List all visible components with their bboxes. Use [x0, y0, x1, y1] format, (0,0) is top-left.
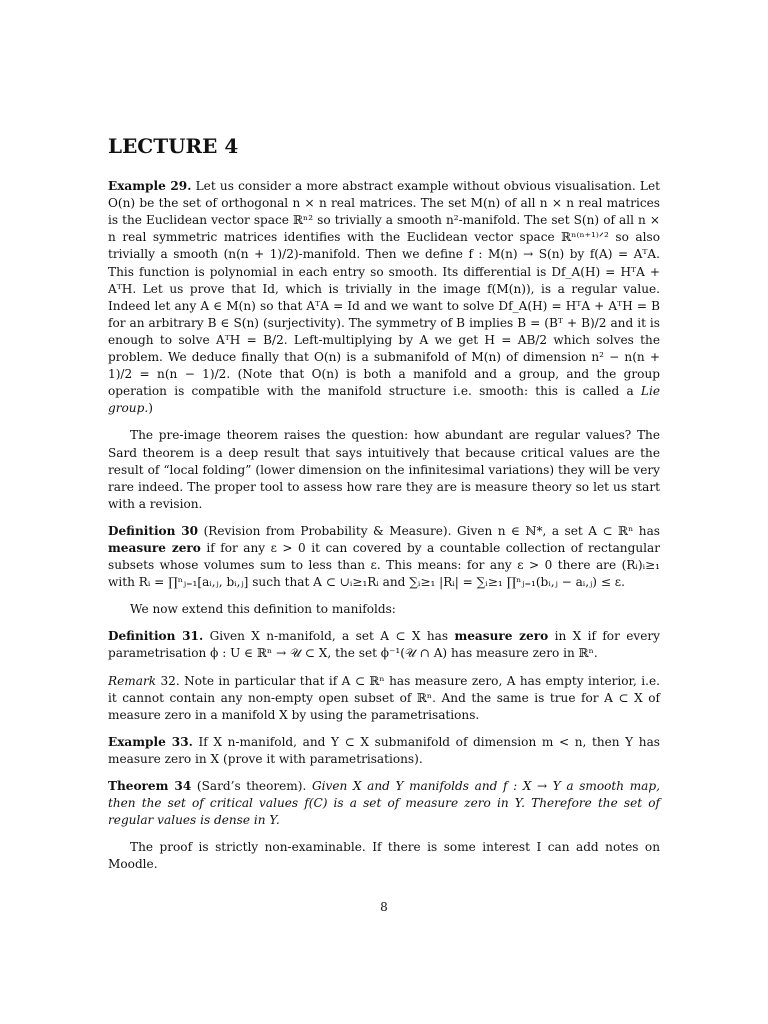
theorem-34-text: Given X and Y manifolds and f : X → Y a smooth map, then the set of critical values f(C) is a set of measure zero in Y. Therefore the set of regular values is dense in Y. — [108, 779, 660, 828]
remark-32-number: 32. — [160, 673, 180, 688]
lecture-content — [108, 134, 660, 883]
page-number: 8 — [380, 900, 388, 914]
paragraph-sard-intro: The pre-image theorem raises the question: how abundant are regular values? The Sard theorem is a deep result that says intuitively that because critical values are the result of “local folding” (lower dimension on the infinitesimal variations) they will be very rare indeed. The proper tool to assess how rare they are is measure theory so let us start with a revision. — [108, 428, 660, 511]
paragraph-proof: The proof is strictly non-examinable. If there is some interest I can add notes on Moodle. — [108, 840, 660, 872]
definition-31-text2: in X if for every parametrisation ϕ : U ∈ ℝⁿ → 𝒰 ⊂ X, the set ϕ⁻¹(𝒰 ∩ A) has measure zero in ℝⁿ. — [108, 629, 660, 661]
example-33 — [108, 734, 660, 768]
example-33-text: If X n-manifold, and Y ⊂ X submanifold of dimension m < n, then Y has measure zero in X (prove it with parametrisations). — [108, 734, 660, 766]
example-29-close: ) — [148, 401, 153, 416]
example-29 — [108, 178, 660, 417]
paragraph-extend: We now extend this definition to manifolds: — [130, 602, 396, 617]
definition-30-bold: measure zero — [108, 540, 201, 555]
definition-31 — [108, 628, 660, 662]
theorem-34-label: Theorem 34 — [108, 779, 192, 793]
definition-30-text2: if for any ε > 0 it can covered by a countable collection of rectangular subsets whose volumes sum to less than ε. This means: for any ε > 0 there are (Rᵢ)ᵢ≥₁ with Rᵢ = ∏ⁿⱼ₌₁[aᵢ,ⱼ, bᵢ,ⱼ] such that A ⊂ ∪ᵢ≥₁Rᵢ and ∑ᵢ≥₁ |Rᵢ| = ∑ᵢ≥₁ ∏ⁿⱼ₌₁(bᵢ,ⱼ − aᵢ,ⱼ) ≤ ε. — [108, 540, 660, 590]
theorem-34 — [108, 778, 660, 829]
definition-31-label: Definition 31. — [108, 629, 204, 644]
definition-30-label: Definition 30 — [108, 523, 199, 538]
definition-30 — [108, 523, 660, 591]
theorem-34-paren: (Sard’s theorem). — [196, 779, 307, 793]
definition-30-text1: Given n ∈ ℕ*, a set A ⊂ ℝⁿ has — [456, 523, 660, 538]
remark-32 — [108, 673, 660, 724]
example-29-lie-group: Lie group. — [108, 384, 660, 416]
remark-32-text: Note in particular that if A ⊂ ℝⁿ has measure zero, A has empty interior, i.e. it cannot contain any non-empty open subset of ℝⁿ. And the same is true for A ⊂ X of measure zero in a manifold X by using the parametrisations. — [108, 673, 660, 722]
remark-32-label: Remark — [108, 673, 157, 688]
definition-31-text1: Given X n-manifold, a set A ⊂ X has — [209, 629, 449, 644]
definition-31-bold: measure zero — [454, 629, 549, 644]
example-33-label: Example 33. — [108, 734, 193, 749]
example-29-label: Example 29. — [108, 179, 192, 194]
lecture-heading: LECTURE 4 — [108, 134, 239, 158]
definition-30-paren: (Revision from Probability & Measure). — [203, 523, 452, 538]
example-29-text: Let us consider a more abstract example without obvious visualisation. Let O(n) be the set of orthogonal n × n real matrices. The set M(n) of all n × n real matrices is the Euclidean vector space ℝⁿ² so trivially a smooth n²-manifold. The set S(n) of all n × n real symmetric matrices identifies with the Euclidean vector space ℝⁿ⁽ⁿ⁺¹⁾ᐟ² so also trivially a smooth (n(n + 1)/2)-manifold. Then we define f : M(n) → S(n) by f(A) = AᵀA. This function is polynomial in each entry so smooth. Its differential is Df_A(H) = HᵀA + AᵀH. Let us prove that Id, which is trivially in the image f(M(n)), is a regular value. Indeed let any A ∈ M(n) so that AᵀA = Id and we want to solve Df_A(H) = HᵀA + AᵀH = B for an arbitrary B ∈ S(n) (surjectivity). The symmetry of B implies B = (Bᵀ + B)/2 and it is enough to solve AᵀH = B/2. Left-multiplying by A we get H = AB/2 which solves the problem. We deduce finally that O(n) is a submanifold of M(n) of dimension n² − n(n + 1)/2 = n(n − 1)/2. (Note that O(n) is both a manifold and a group, and the group operation is compatible with the manifold structure i.e. smooth: this is called a — [108, 179, 660, 399]
